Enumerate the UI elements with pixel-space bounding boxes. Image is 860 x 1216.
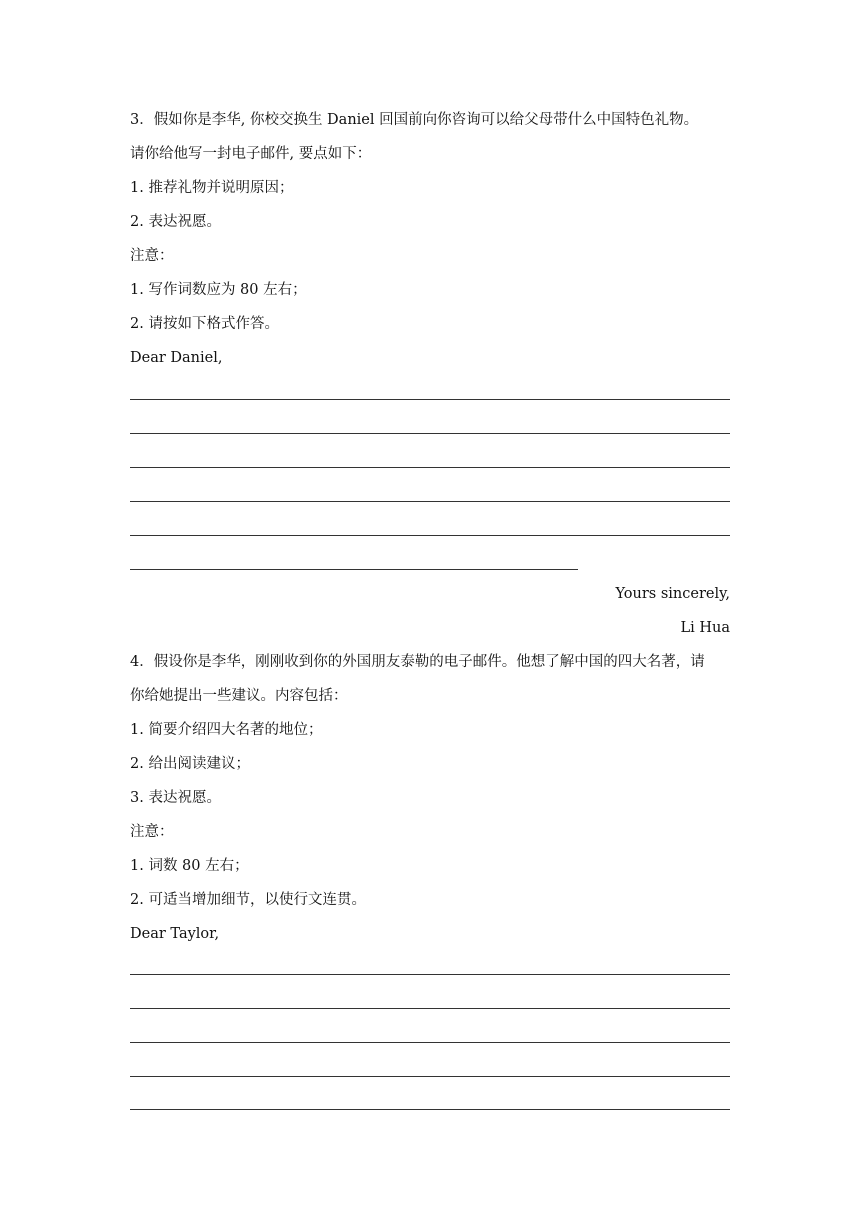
q3-answer-line[interactable]: [130, 569, 578, 570]
q4-note-label: 注意：: [130, 824, 174, 840]
q3-point-1: 1. 推荐礼物并说明原因；: [130, 180, 294, 196]
q3-signature: Li Hua: [680, 620, 730, 636]
q4-answer-line[interactable]: [130, 1109, 730, 1110]
q3-answer-line[interactable]: [130, 399, 730, 400]
q4-prompt-line-1: 4．假设你是李华，刚刚收到你的外国朋友泰勒的电子邮件。他想了解中国的四大名著，请: [130, 654, 705, 670]
q4-prompt-line-2: 你给她提出一些建议。内容包括：: [130, 688, 348, 704]
q3-answer-line[interactable]: [130, 501, 730, 502]
q3-note-1: 1. 写作词数应为 80 左右；: [130, 282, 307, 298]
q4-note-1: 1. 词数 80 左右；: [130, 858, 249, 874]
q4-answer-line[interactable]: [130, 974, 730, 975]
q3-answer-line[interactable]: [130, 467, 730, 468]
q4-point-3: 3. 表达祝愿。: [130, 790, 221, 806]
q3-note-2: 2. 请按如下格式作答。: [130, 316, 279, 332]
q4-point-2: 2. 给出阅读建议；: [130, 756, 250, 772]
q3-greeting: Dear Daniel,: [130, 350, 223, 366]
q4-answer-line[interactable]: [130, 1008, 730, 1009]
q3-prompt-line-2: 请你给他写一封电子邮件, 要点如下：: [130, 146, 372, 162]
q3-closing: Yours sincerely,: [615, 586, 730, 602]
q4-greeting: Dear Taylor,: [130, 926, 220, 942]
q3-point-2: 2. 表达祝愿。: [130, 214, 221, 230]
q4-point-1: 1. 简要介绍四大名著的地位；: [130, 722, 323, 738]
q4-answer-line[interactable]: [130, 1042, 730, 1043]
q4-answer-line[interactable]: [130, 1076, 730, 1077]
q4-note-2: 2. 可适当增加细节，以使行文连贯。: [130, 892, 366, 908]
q3-answer-line[interactable]: [130, 535, 730, 536]
q3-note-label: 注意：: [130, 248, 174, 264]
q3-prompt-line-1: 3．假如你是李华, 你校交换生 Daniel 回国前向你咨询可以给父母带什么中国特色礼物。: [130, 112, 699, 128]
q3-answer-line[interactable]: [130, 433, 730, 434]
